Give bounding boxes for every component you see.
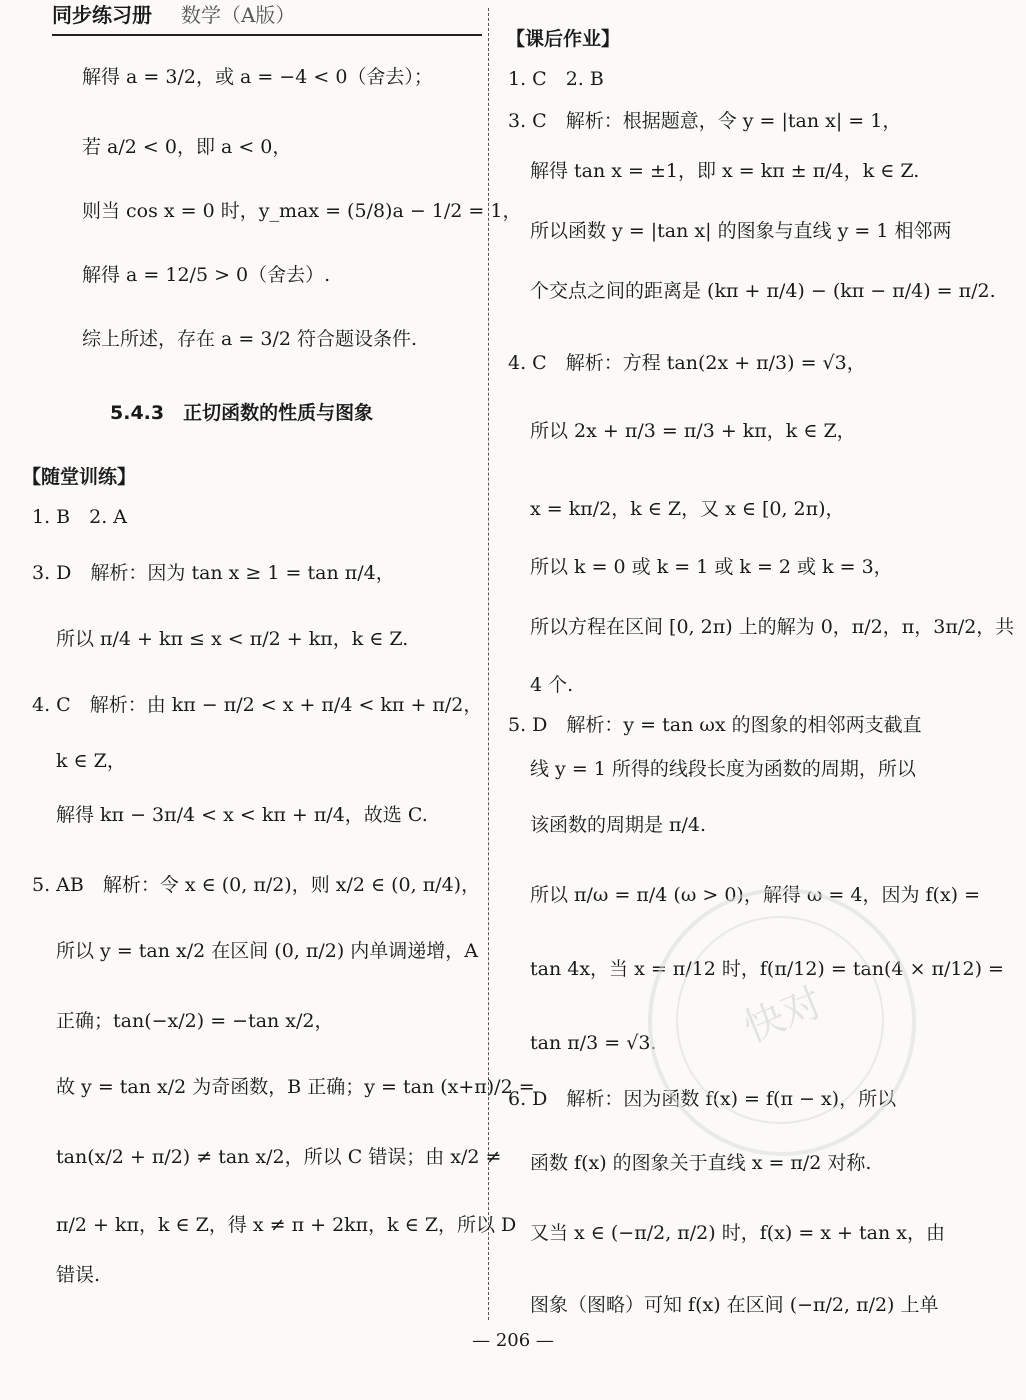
text-line: k ∈ Z， xyxy=(56,750,126,772)
header-subtitle: 数学（A版） xyxy=(180,3,296,27)
text-line: 所以 π/4 + kπ ≤ x < π/2 + kπ，k ∈ Z. xyxy=(56,628,409,650)
text-line: 5. AB 解析：令 x ∈ (0, π/2)，则 x/2 ∈ (0, π/4)， xyxy=(32,874,481,896)
text-line: 所以 2x + π/3 = π/3 + kπ，k ∈ Z， xyxy=(530,420,856,442)
text-line: 图象（图略）可知 f(x) 在区间 (−π/2, π/2) 上单 xyxy=(530,1294,939,1316)
text-line: 1. B 2. A xyxy=(32,506,128,528)
text-line: 所以方程在区间 [0, 2π) 上的解为 0，π/2，π，3π/2，共 xyxy=(530,616,1015,638)
subsection-heading: 【课后作业】 xyxy=(506,28,621,50)
text-line: 若 a/2 < 0，即 a < 0， xyxy=(82,136,292,158)
text-line: 5. D 解析：y = tan ωx 的图象的相邻两支截直 xyxy=(508,714,922,736)
text-line: 3. C 解析：根据题意，令 y = |tan x| = 1， xyxy=(508,110,902,132)
text-line: 则当 cos x = 0 时，y_max = (5/8)a − 1/2 = 1， xyxy=(82,200,522,222)
text-line: 函数 f(x) 的图象关于直线 x = π/2 对称. xyxy=(530,1152,872,1174)
subsection-heading: 【随堂训练】 xyxy=(22,466,137,488)
text-line: 3. D 解析：因为 tan x ≥ 1 = tan π/4， xyxy=(32,562,395,584)
text-line: x = kπ/2，k ∈ Z，又 x ∈ [0, 2π)， xyxy=(530,498,845,520)
text-line: tan 4x，当 x = π/12 时，f(π/12) = tan(4 × π/12) = xyxy=(530,958,1004,980)
text-line: 解得 a = 12/5 > 0（舍去）. xyxy=(82,264,331,286)
running-header xyxy=(52,0,482,36)
text-line: 错误. xyxy=(56,1264,101,1286)
text-line: 6. D 解析：因为函数 f(x) = f(π − x)，所以 xyxy=(508,1088,897,1110)
watermark-stamp xyxy=(648,888,916,1156)
text-line: 个交点之间的距离是 (kπ + π/4) − (kπ − π/4) = π/2. xyxy=(530,280,996,302)
text-line: 解得 a = 3/2，或 a = −4 < 0（舍去）； xyxy=(82,66,433,88)
text-line: 故 y = tan x/2 为奇函数，B 正确；y = tan (x+π)/2 = xyxy=(56,1076,535,1098)
text-line: 4. C 解析：由 kπ − π/2 < x + π/4 < kπ + π/2， xyxy=(32,694,483,716)
text-line: 线 y = 1 所得的线段长度为函数的周期，所以 xyxy=(530,758,916,780)
text-line: 所以 k = 0 或 k = 1 或 k = 2 或 k = 3， xyxy=(530,556,893,578)
text-line: 又当 x ∈ (−π/2, π/2) 时，f(x) = x + tan x，由 xyxy=(530,1222,945,1244)
text-line: tan π/3 = √3. xyxy=(530,1032,657,1054)
text-line: π/2 + kπ，k ∈ Z，得 x ≠ π + 2kπ，k ∈ Z，所以 D xyxy=(56,1214,517,1236)
text-line: 4. C 解析：方程 tan(2x + π/3) = √3， xyxy=(508,352,866,374)
text-line: 所以 y = tan x/2 在区间 (0, π/2) 内单调递增，A xyxy=(56,940,479,962)
text-line: 4 个. xyxy=(530,674,574,696)
text-line: 综上所述，存在 a = 3/2 符合题设条件. xyxy=(82,328,418,350)
text-line: 所以函数 y = |tan x| 的图象与直线 y = 1 相邻两 xyxy=(530,220,952,242)
header-title: 同步练习册 xyxy=(52,3,152,27)
text-line: 1. C 2. B xyxy=(508,68,604,90)
text-line: tan(x/2 + π/2) ≠ tan x/2，所以 C 错误；由 x/2 ≠ xyxy=(56,1146,502,1168)
text-line: 解得 tan x = ±1，即 x = kπ ± π/4，k ∈ Z. xyxy=(530,160,920,182)
section-heading: 5.4.3 正切函数的性质与图象 xyxy=(110,402,374,424)
text-line: 该函数的周期是 π/4. xyxy=(530,814,707,836)
text-line: 解得 kπ − 3π/4 < x < kπ + π/4，故选 C. xyxy=(56,804,428,826)
page-number: — 206 — xyxy=(472,1330,554,1351)
watermark-text: 快对 xyxy=(737,979,830,1053)
text-line: 所以 π/ω = π/4 (ω > 0)，解得 ω = 4，因为 f(x) = xyxy=(530,884,981,906)
text-line: 正确；tan(−x/2) = −tan x/2， xyxy=(56,1010,334,1032)
